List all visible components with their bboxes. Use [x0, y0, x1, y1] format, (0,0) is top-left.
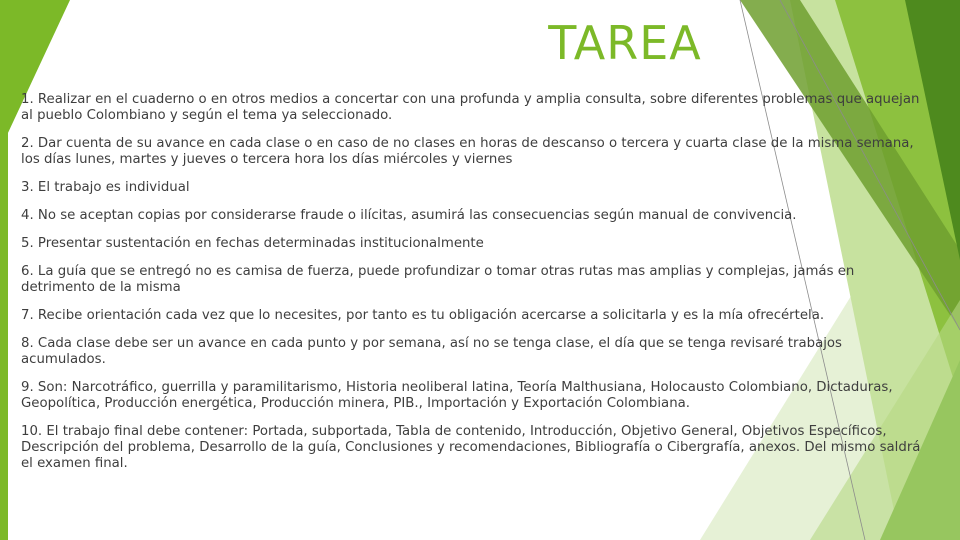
list-item: 8. Cada clase debe ser un avance en cada punto y por semana, así no se tenga clase, el día que se tenga revisaré trabajos acumulados.: [21, 336, 842, 367]
list-item: 10. El trabajo final debe contener: Portada, subportada, Tabla de contenido, Introducción, Objetivo General, Objetivos Específicos, Descripción del problema, Desarrollo de la guía, Conclusiones y recomendaciones, Bibliografía o Cibergrafía, anexos. Del mismo saldrá el examen final.: [21, 424, 921, 471]
task-list: [21, 92, 926, 484]
list-item: 2. Dar cuenta de su avance en cada clase o en caso de no clases en horas de descanso o tercera y cuarta clase de la misma semana, los días lunes, martes y jueves o tercera hora los días miércoles y viernes: [21, 136, 914, 167]
list-item: 9. Son: Narcotráfico, guerrilla y paramilitarismo, Historia neoliberal latina, Teoría Malthusiana, Holocausto Colombiano, Dictaduras, Geopolítica, Producción energética, Producción minera, PIB., Importación y Exportación Colombiana.: [21, 380, 893, 411]
list-item: 3. El trabajo es individual: [21, 180, 190, 195]
left-green-bar: [0, 0, 8, 540]
list-item: 1. Realizar en el cuaderno o en otros medios a concertar con una profunda y amplia consulta, sobre diferentes problemas que aquejan al pueblo Colombiano y según el tema ya seleccionado.: [21, 92, 920, 123]
slide-title: TAREA: [548, 16, 702, 70]
list-item: 4. No se aceptan copias por considerarse fraude o ilícitas, asumirá las consecuencias según manual de convivencia.: [21, 208, 797, 223]
list-item: 5. Presentar sustentación en fechas determinadas institucionalmente: [21, 236, 484, 251]
list-item: 6. La guía que se entregó no es camisa de fuerza, puede profundizar o tomar otras rutas mas amplias y complejas, jamás en detrimento de la misma: [21, 264, 855, 295]
list-item: 7. Recibe orientación cada vez que lo necesites, por tanto es tu obligación acercarse a solicitarla y es la mía ofrecértela.: [21, 308, 825, 323]
